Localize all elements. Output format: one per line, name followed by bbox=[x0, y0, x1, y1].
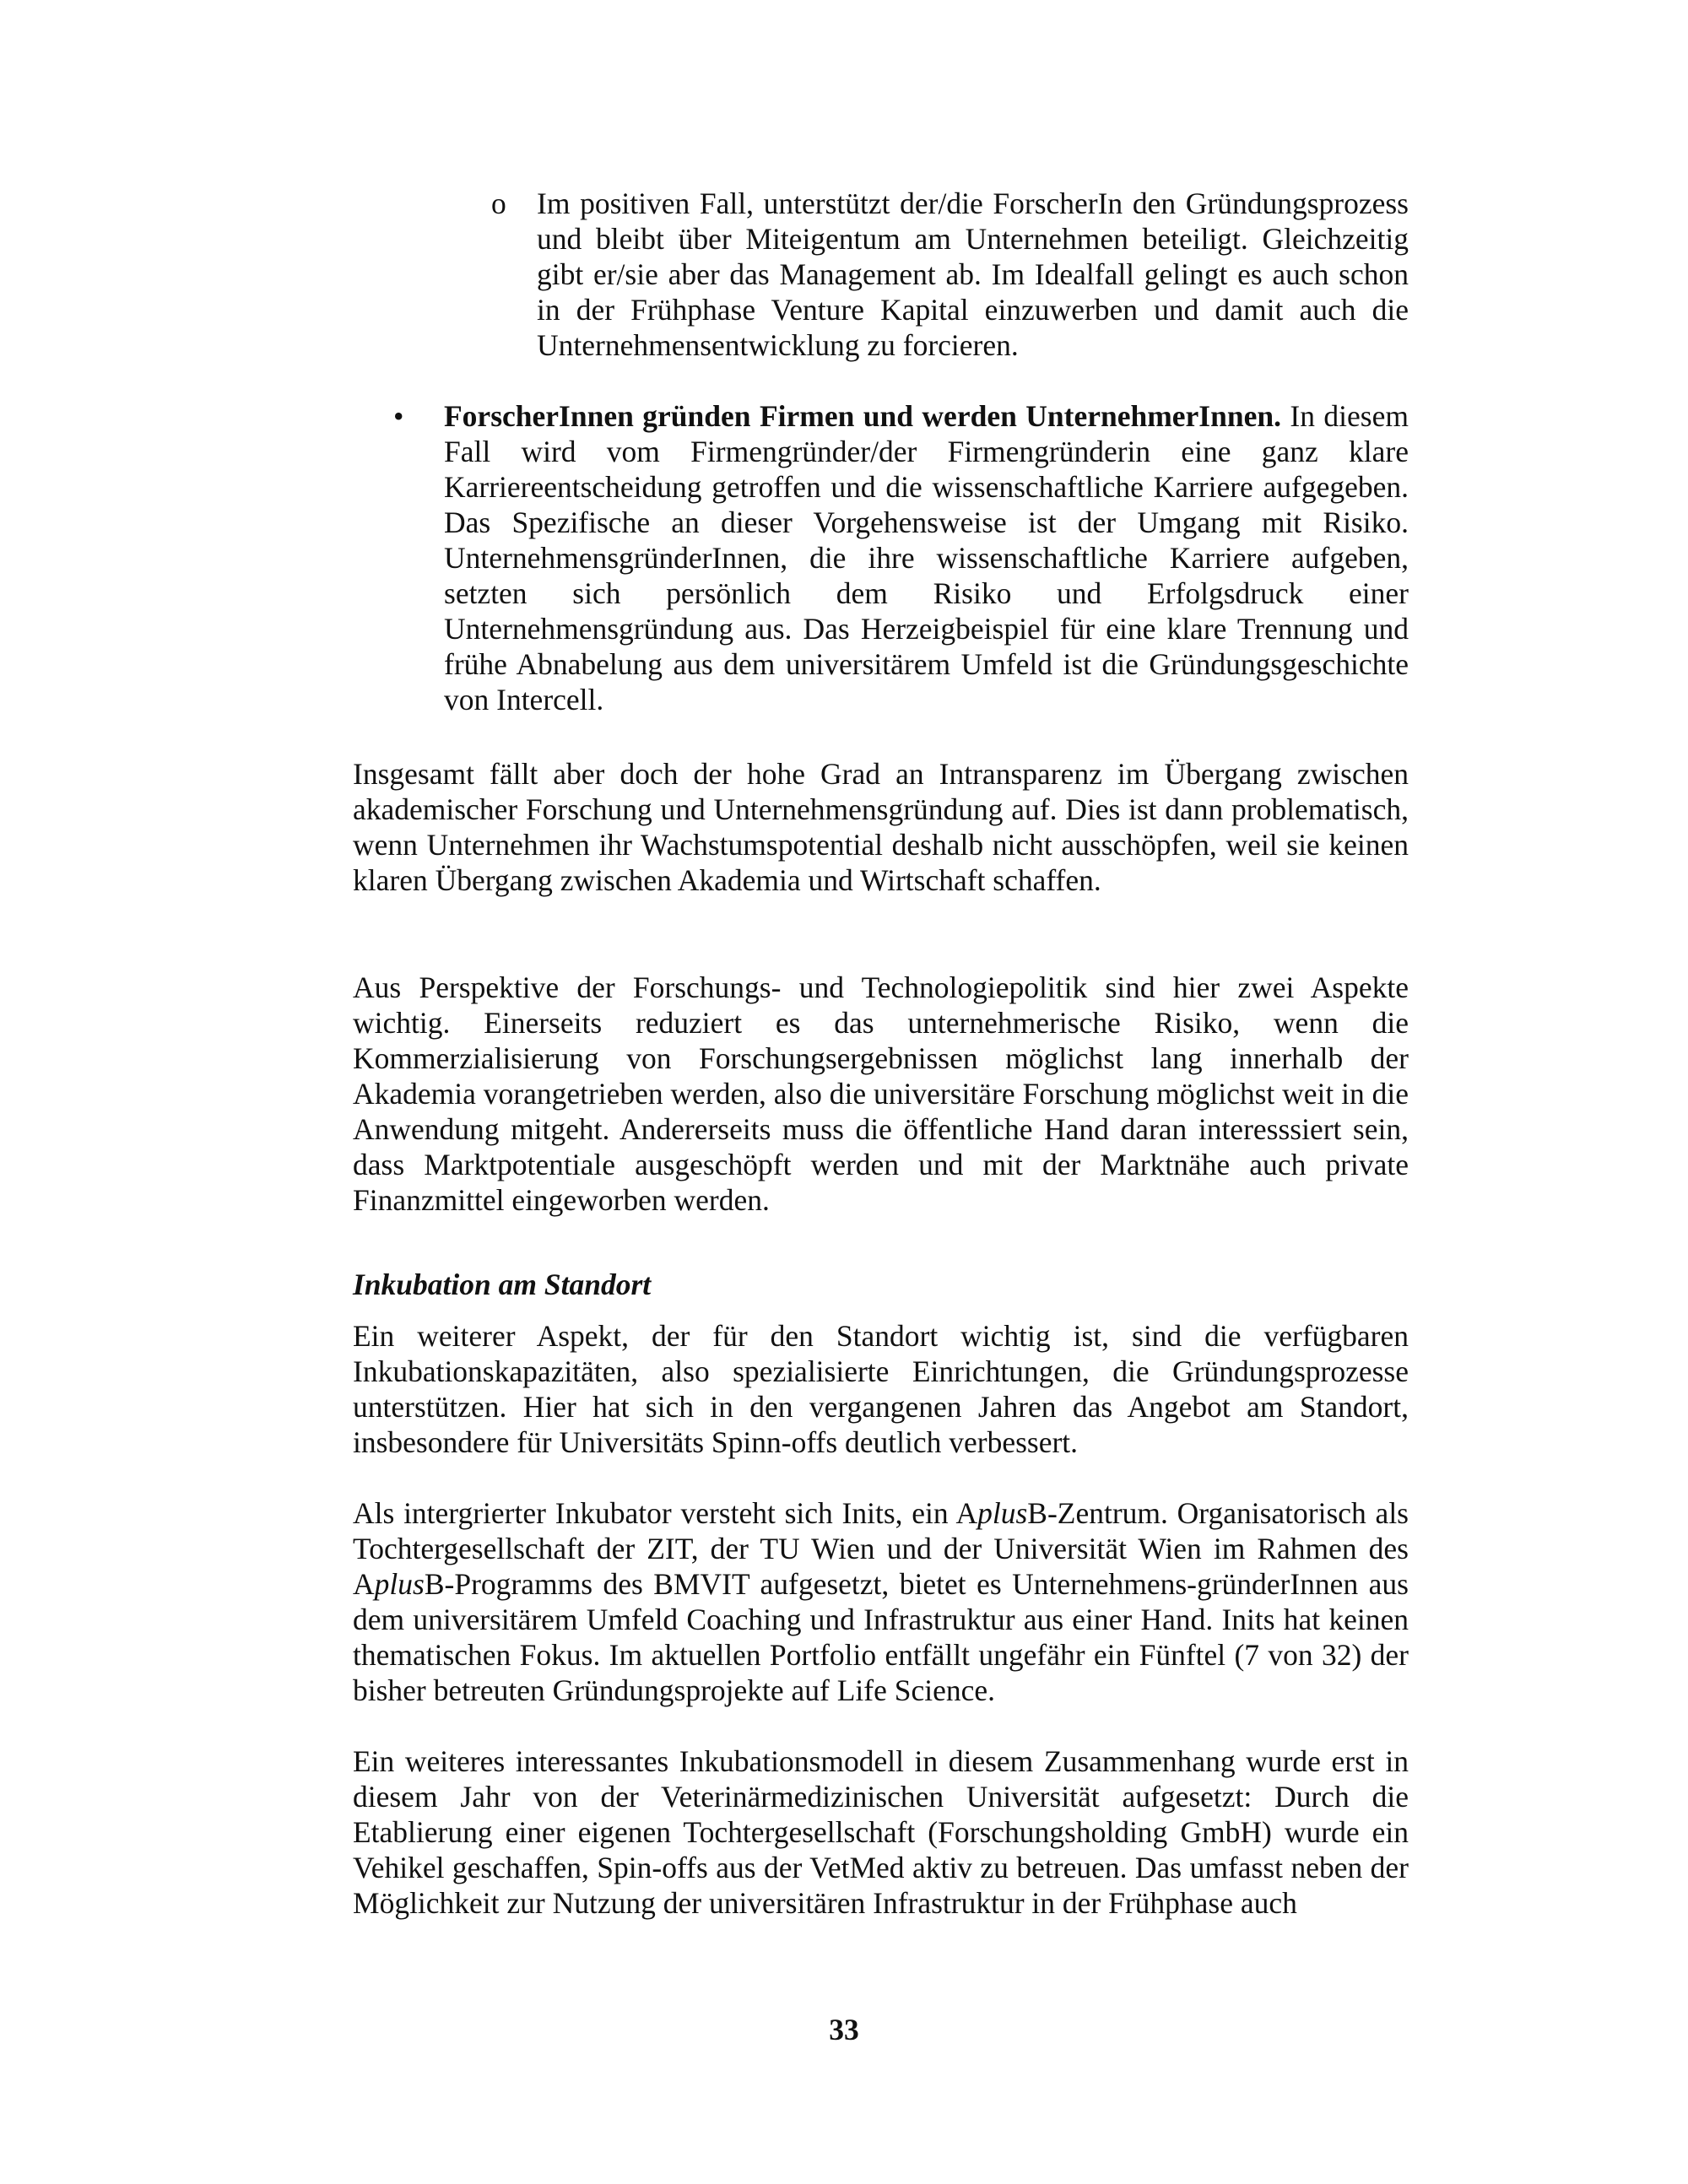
paragraph-vetmed: Ein weiteres interessantes Inkubationsmodell in diesem Zusammenhang wurde erst in diesem Jahr von der Veterinärmedizinischen Universität aufgesetzt: Durch die Etablierung einer eigenen Tochtergesellschaft (Forschungsholding GmbH) wurde ein Vehikel geschaffen, Spin-offs aus der VetMed aktiv zu betreuen. Das umfasst neben der Möglichkeit zur Nutzung der universitären Infrastruktur in der Frühphase auch bbox=[353, 1744, 1409, 1920]
paragraph-inits bbox=[353, 1495, 1409, 1708]
bullet-list-marker: • bbox=[393, 399, 404, 433]
section-heading: Inkubation am Standort bbox=[353, 1268, 652, 1301]
paragraph-incubation-capacity: Ein weiterer Aspekt, der für den Standort wichtig ist, sind die verfügbaren Inkubationskapazitäten, also spezialisierte Einrichtungen, die Gründungsprozesse unterstützen. Hier hat sich in den vergangenen Jahren das Angebot am Standort, insbesondere für Universitäts Spinn-offs deutlich verbessert. bbox=[353, 1319, 1409, 1459]
paragraph-inits-part-1: Als intergrierter Inkubator versteht sich Inits, ein A bbox=[353, 1496, 978, 1530]
bullet-list-item bbox=[444, 398, 1409, 717]
sub-list-item: Im positiven Fall, unterstützt der/die ForscherIn den Gründungsprozess und bleibt über Miteigentum am Unternehmen beteiligt. Gleichzeitig gibt er/sie aber das Management ab. Im Idealfall gelingt es auch schon in der Frühphase Venture Kapital einzuwerben und damit auch die Unternehmensentwicklung zu forcieren. bbox=[537, 187, 1409, 362]
paragraph-inits-italic-1: plus bbox=[977, 1496, 1028, 1530]
page-number: 33 bbox=[829, 2013, 859, 2046]
sub-list-marker: o bbox=[491, 187, 506, 220]
paragraph-inits-part-3: B-Programms des BMVIT aufgesetzt, bietet es Unternehmens-gründerInnen aus dem universitärem Umfeld Coaching und Infrastruktur aus einer Hand. Inits hat keinen thematischen Fokus. Im aktuellen Portfolio entfällt ungefähr ein Fünftel (7 von 32) der bisher betreuten Gründungsprojekte auf Life Science. bbox=[353, 1567, 1409, 1707]
paragraph-inits-part-2: B-Zentrum. Organisatorisch als Tochtergesellschaft der ZIT, der TU Wien und der Universität Wien im Rahmen des A bbox=[353, 1496, 1409, 1601]
paragraph-policy-perspective: Aus Perspektive der Forschungs- und Technologiepolitik sind hier zwei Aspekte wichtig. Einerseits reduziert es das unternehmerische Risiko, wenn die Kommerzialisierung von Forschungsergebnissen möglichst lang innerhalb der Akademia vorangetrieben werden, also die universitäre Forschung möglichst weit in die Anwendung mitgeht. Andererseits muss die öffentliche Hand daran interesssiert sein, dass Marktpotentiale ausgeschöpft werden und mit der Marktnähe auch private Finanzmittel eingeworben werden. bbox=[353, 970, 1409, 1217]
bullet-body-text: In diesem Fall wird vom Firmengründer/der Firmengründerin eine ganz klare Karriereentscheidung getroffen und die wissenschaftliche Karriere aufgegeben. Das Spezifische an dieser Vorgehensweise ist der Umgang mit Risiko. UnternehmensgründerInnen, die ihre wissenschaftliche Karriere aufgeben, setzten sich persönlich dem Risiko und Erfolgsdruck einer Unternehmensgründung aus. Das Herzeigbeispiel für eine klare Trennung und frühe Abnabelung aus dem universitärem Umfeld ist die Gründungsgeschichte von Intercell. bbox=[444, 399, 1409, 716]
paragraph-intransparency: Insgesamt fällt aber doch der hohe Grad an Intransparenz im Übergang zwischen akademischer Forschung und Unternehmensgründung auf. Dies ist dann problematisch, wenn Unternehmen ihr Wachstumspotential deshalb nicht ausschöpfen, weil sie keinen klaren Übergang zwischen Akademia und Wirtschaft schaffen. bbox=[353, 757, 1409, 897]
paragraph-inits-italic-2: plus bbox=[374, 1567, 425, 1601]
bullet-lead-text: ForscherInnen gründen Firmen und werden UnternehmerInnen. bbox=[444, 399, 1281, 433]
